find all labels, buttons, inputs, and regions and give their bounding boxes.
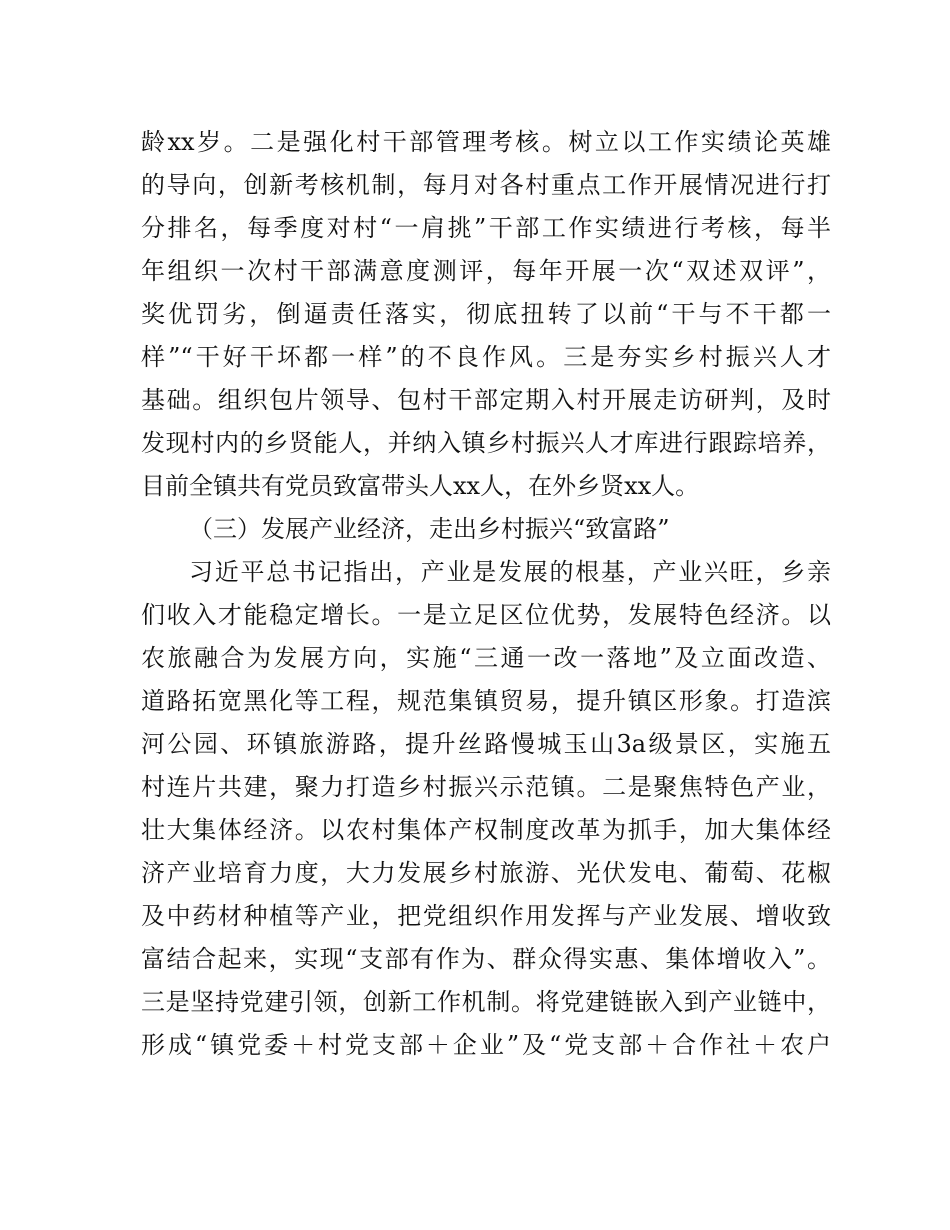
body-text-line: 发现村内的乡贤能人，并纳入镇乡村振兴人才库进行跟踪培养， <box>141 429 831 457</box>
body-text-line: 农旅融合为发展方向，实施“三通一改一落地”及立面改造、 <box>141 644 831 672</box>
body-text-line: 三是坚持党建引领，创新工作机制。将党建链嵌入到产业链中， <box>141 988 831 1016</box>
body-text-line: 壮大集体经济。以农村集体产权制度改革为抓手，加大集体经 <box>141 816 831 844</box>
body-text-line: 分排名，每季度对村“一肩挑”干部工作实绩进行考核，每半 <box>141 214 831 242</box>
body-text-line: 目前全镇共有党员致富带头人xx人，在外乡贤xx人。 <box>141 472 700 500</box>
body-text-line: 基础。组织包片领导、包村干部定期入村开展走访研判，及时 <box>141 386 831 414</box>
paragraph-first-line: 习近平总书记指出，产业是发展的根基，产业兴旺，乡亲 <box>189 558 831 586</box>
body-text-line: 济产业培育力度，大力发展乡村旅游、光伏发电、葡萄、花椒 <box>141 859 831 887</box>
body-text-line: 及中药材种植等产业，把党组织作用发挥与产业发展、增收致 <box>141 902 831 930</box>
body-text-line: 道路拓宽黑化等工程，规范集镇贸易，提升镇区形象。打造滨 <box>141 687 831 715</box>
body-text-line: 形成“镇党委＋村党支部＋企业”及“党支部＋合作社＋农户 <box>141 1031 831 1059</box>
body-text-line: 龄xx岁。二是强化村干部管理考核。树立以工作实绩论英雄 <box>141 128 831 156</box>
body-text-line: 河公园、环镇旅游路，提升丝路慢城玉山3a级景区，实施五 <box>141 730 831 758</box>
body-text-line: 富结合起来，实现“支部有作为、群众得实惠、集体增收入”。 <box>141 945 831 973</box>
section-heading: （三）发展产业经济，走出乡村振兴“致富路” <box>189 515 670 543</box>
body-text-line: 的导向，创新考核机制，每月对各村重点工作开展情况进行打 <box>141 171 831 199</box>
body-text-line: 样”“干好干坏都一样”的不良作风。三是夯实乡村振兴人才 <box>141 343 831 371</box>
body-text-line: 年组织一次村干部满意度测评，每年开展一次“双述双评”， <box>141 257 831 285</box>
body-text-line: 们收入才能稳定增长。一是立足区位优势，发展特色经济。以 <box>141 601 831 629</box>
body-text-line: 奖优罚劣，倒逼责任落实，彻底扭转了以前“干与不干都一 <box>141 300 831 328</box>
body-text-line: 村连片共建，聚力打造乡村振兴示范镇。二是聚焦特色产业， <box>141 773 831 801</box>
